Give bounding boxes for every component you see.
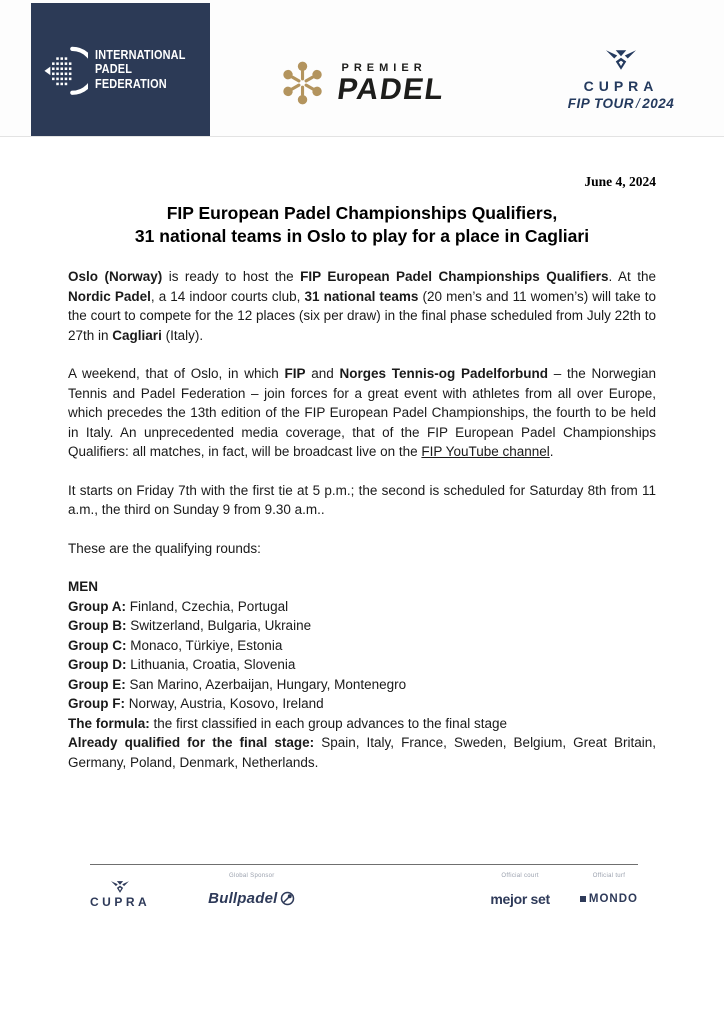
text-segment: Group A:	[68, 598, 126, 614]
text-segment: FIP European Padel Championships Qualifiers	[300, 269, 609, 284]
bullpadel-wordmark	[208, 890, 295, 907]
text-segment: – the Norwegian Tennis and Padel Federation – join forces for a great event with athletes from all over Europe, which precedes the 13th edition of the FIP European Padel Championships, the fourth to be held in Italy. An unprecedented media coverage, that of the FIP European Padel Championships Qualifiers: all matches, in fact, will be broadcast live on the	[68, 366, 656, 459]
text-segment: Group D:	[68, 657, 127, 672]
fip-youtube-channel-link[interactable]: FIP YouTube channel	[421, 444, 550, 459]
text-segment: , a 14 indoor courts club,	[150, 288, 305, 304]
text-segment: Cagliari	[112, 327, 162, 343]
ipf-logo-text	[95, 48, 186, 92]
text-segment: FIP	[284, 366, 306, 381]
cupra-emblem-icon-small	[111, 881, 129, 893]
ipf-logo	[31, 3, 210, 136]
sponsor-footer	[90, 864, 638, 909]
ipf-line-2: PADEL	[95, 61, 133, 77]
paragraph-schedule	[68, 481, 656, 520]
group-f-line	[68, 694, 656, 714]
title-line-1: FIP European Padel Championships Qualifiers,	[166, 203, 558, 223]
footer-mondo-logo	[580, 873, 638, 905]
text-segment: Oslo (Norway)	[68, 269, 163, 284]
text-segment: Group B:	[68, 618, 127, 633]
footer-mejorset-logo	[490, 873, 550, 907]
text-segment: Switzerland, Bulgaria, Ukraine	[126, 618, 312, 633]
text-segment: the first classified in each group advances to the final stage	[149, 715, 507, 731]
paragraph-weekend	[68, 364, 656, 462]
ipf-line-1: INTERNATIONAL	[95, 46, 186, 62]
group-c-line	[68, 636, 656, 656]
text-segment: and	[305, 366, 340, 381]
group-d-line	[68, 655, 656, 675]
mejorset-wordmark: mejor set	[490, 891, 550, 907]
paragraph-intro	[68, 267, 656, 345]
formula-line	[68, 714, 656, 734]
cupra-emblem-icon	[606, 50, 636, 70]
text-segment: Norges Tennis-og Padelforbund	[339, 366, 548, 381]
title-line-2: 31 national teams in Oslo to play for a place in Cagliari	[134, 226, 590, 246]
bullpadel-name: Bullpadel	[208, 890, 278, 907]
text-segment: Already qualified for the final stage:	[68, 735, 315, 750]
text-segment: San Marino, Azerbaijan, Hungary, Montenegro	[125, 676, 407, 692]
text-segment: . At the	[608, 269, 656, 284]
fip-tour-separator: /	[635, 96, 641, 111]
cupra-wordmark: CUPRA	[583, 78, 659, 94]
text-segment: (20 men’s and 11 women’s) will take to the court to compete for the 12 places (six per draw) in the final phase scheduled from July 22th to 27th in	[68, 288, 656, 343]
mondo-name: MONDO	[588, 893, 638, 905]
text-segment: is ready to host the	[162, 269, 301, 284]
men-heading: MEN	[68, 579, 98, 594]
already-qualified-line	[68, 733, 656, 772]
fip-tour-text: FIP TOUR	[567, 96, 634, 111]
premier-label: PREMIER	[341, 61, 427, 74]
mondo-wordmark	[580, 893, 638, 905]
footer-cupra-wordmark: CUPRA	[90, 895, 151, 909]
global-sponsor-label: Global Sponsor	[229, 873, 275, 879]
text-segment: .	[549, 444, 554, 459]
group-a-line	[68, 597, 656, 617]
padel-label: PADEL	[335, 72, 447, 106]
cupra-fip-tour-logo	[556, 50, 686, 111]
premier-padel-wordmark	[335, 61, 447, 106]
text-segment: A weekend, that of Oslo, in which	[68, 366, 285, 381]
text-segment: Group F:	[68, 696, 125, 711]
text-segment: Nordic Padel	[68, 288, 151, 304]
text-segment: The formula:	[68, 715, 150, 731]
footer-bullpadel-logo	[208, 873, 295, 907]
text-segment: Norway, Austria, Kosovo, Ireland	[125, 696, 324, 711]
bullpadel-racket-icon	[280, 891, 295, 906]
official-court-label: Official court	[501, 873, 539, 879]
official-turf-label: Official turf	[592, 873, 626, 879]
text-segment: These are the qualifying rounds:	[68, 540, 261, 556]
page-title	[68, 202, 656, 248]
text-segment: It starts on Friday 7th with the first tie at 5 p.m.; the second is scheduled for Saturday 8th from 11 a.m., the third on Sunday 9 from 9.30 a.m..	[68, 482, 656, 517]
text-segment: Lithuania, Croatia, Slovenia	[126, 657, 296, 672]
text-segment: 31 national teams	[304, 288, 419, 304]
text-segment: Group C:	[68, 637, 127, 653]
ipf-line-3: FEDERATION	[95, 75, 167, 91]
paragraph-rounds-intro	[68, 539, 656, 559]
premier-padel-logo	[280, 60, 445, 106]
text-segment: Group E:	[68, 676, 126, 692]
fip-tour-2024-label	[556, 96, 686, 111]
document-body	[68, 174, 656, 772]
text-segment: Monaco, Türkiye, Estonia	[126, 637, 283, 653]
header	[0, 0, 724, 137]
padel-racket-icon	[38, 43, 88, 97]
text-segment: (Italy).	[161, 327, 204, 343]
date: June 4, 2024	[584, 174, 656, 189]
premier-padel-flower-icon	[280, 60, 326, 106]
footer-cupra-logo	[90, 881, 150, 909]
text-segment: Spain, Italy, France, Sweden, Belgium, Great Britain, Germany, Poland, Denmark, Netherlands.	[68, 735, 656, 770]
group-e-line	[68, 675, 656, 695]
fip-tour-year: 2024	[642, 96, 675, 111]
group-b-line	[68, 616, 656, 636]
mondo-square-icon	[580, 896, 586, 902]
text-segment: Finland, Czechia, Portugal	[126, 598, 289, 614]
men-section	[68, 577, 656, 772]
